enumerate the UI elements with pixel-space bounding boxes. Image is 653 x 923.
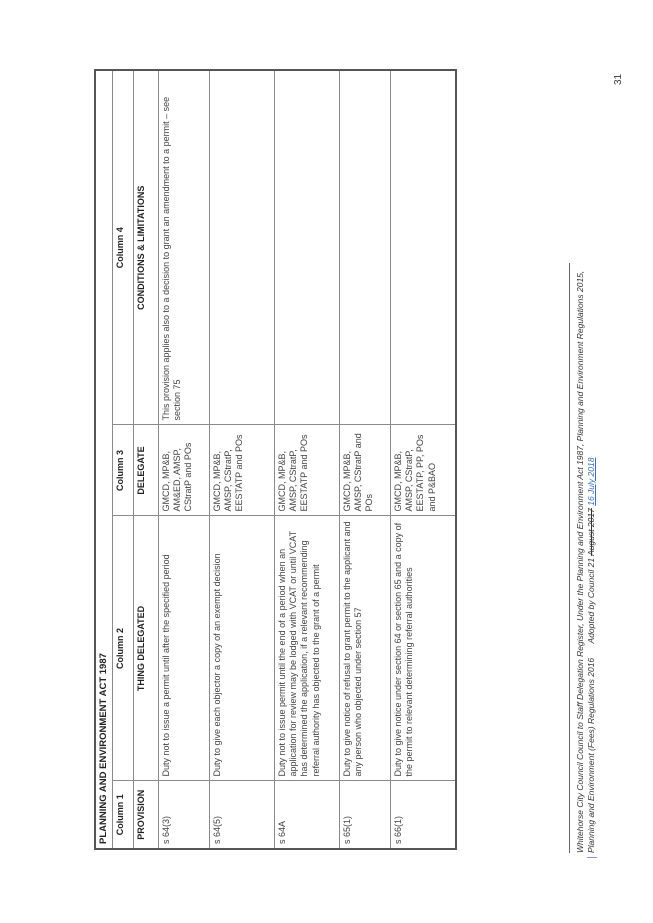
footer-struck-date: August 2017: [586, 508, 597, 556]
thing-delegated-cell: Duty to give notice of refusal to grant permit to the applicant and any person who objected under section 57: [339, 516, 390, 781]
conditions-cell: This provision applies also to a decision to grant an amendment to a permit – see section 75: [158, 70, 209, 425]
header-delegate: DELEGATE: [133, 425, 158, 516]
delegate-cell: GMCD, MP&B, AMSP, CStratP and POs: [339, 425, 390, 516]
provision-cell: s 64(3): [158, 781, 209, 849]
table-row: [274, 70, 339, 849]
provision-cell: s 65(1): [339, 781, 390, 849]
header-provision: PROVISION: [133, 781, 158, 849]
page-footer: [575, 93, 597, 853]
delegate-cell: GMCD, MP&B, AMSP, CStratP, EESTATP and POs: [209, 425, 274, 516]
change-bar: [587, 857, 597, 858]
conditions-cell: [339, 70, 390, 425]
footer-adopted: Adopted by Council 21: [586, 557, 597, 644]
provision-cell: s 66(1): [390, 781, 456, 849]
thing-delegated-cell: Duty not to issue a permit until after the specified period: [158, 516, 209, 781]
column-number-row: [112, 70, 133, 849]
delegate-cell: GMCD, MP&B, AMSP, CStratP, EESTATP, PP, POs and P&BAO: [390, 425, 456, 516]
act-title: PLANNING AND ENVIRONMENT ACT 1987: [95, 70, 112, 849]
conditions-cell: [274, 70, 339, 425]
thing-delegated-cell: Duty to give each objector a copy of an exempt decision: [209, 516, 274, 781]
column-number-4: Column 4: [112, 70, 133, 425]
provision-cell: s 64(5): [209, 781, 274, 849]
delegate-cell: GMCD, MP&B, AMSP, CStratP, EESTATP and POs: [274, 425, 339, 516]
column-number-3: Column 3: [112, 425, 133, 516]
table-row: [390, 70, 456, 849]
header-conditions: CONDITIONS & LIMITATIONS: [133, 70, 158, 425]
header-thing-delegated: THING DELEGATED: [133, 516, 158, 781]
footer-rule: [569, 263, 570, 853]
footer-line-1: Whitehorse City Council Council to Staff Delegation Register, Under the Planning and Environment Act 1987, Planning and Environment Regulations 2015,: [575, 270, 585, 853]
column-header-row: [133, 70, 158, 849]
column-number-2: Column 2: [112, 516, 133, 781]
footer-line-2: [586, 93, 597, 853]
table-row: [339, 70, 390, 849]
provision-cell: s 64A: [274, 781, 339, 849]
column-number-1: Column 1: [112, 781, 133, 849]
table-row: [209, 70, 274, 849]
footer-inserted-date: 16 July 2018: [586, 457, 597, 506]
footer-regulations: Planning and Environment (Fees) Regulations 2016: [586, 657, 597, 853]
delegate-cell: GMCD, MP&B, AM&ED, AMSP, CStratP and POs: [158, 425, 209, 516]
page-number: 31: [613, 73, 624, 85]
thing-delegated-cell: Duty to give notice under section 64 or section 65 and a copy of the permit to relevant determining referral authorities: [390, 516, 456, 781]
conditions-cell: [390, 70, 456, 425]
conditions-cell: [209, 70, 274, 425]
delegation-table: [94, 69, 457, 850]
thing-delegated-cell: Duty not to issue permit until the end of a period when an application for review may be lodged with VCAT or until VCAT has determined the application, if a relevant recommending referral authority has objected to the grant of a permit: [274, 516, 339, 781]
table-row: [158, 70, 209, 849]
